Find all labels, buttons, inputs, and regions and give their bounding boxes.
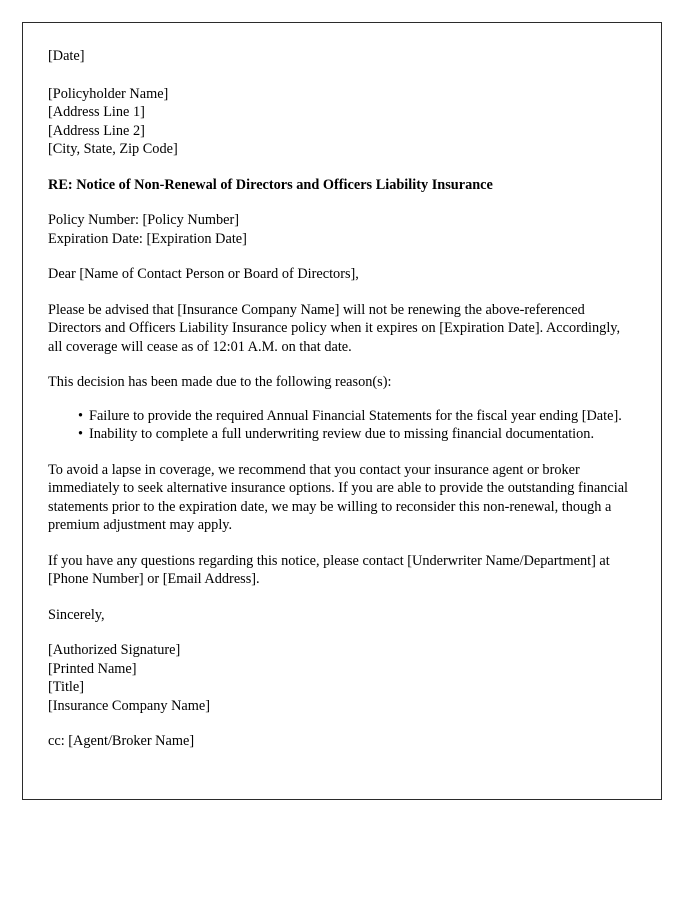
reasons-list — [48, 407, 635, 444]
bullet-icon: • — [78, 407, 84, 424]
spacer-after-reasons — [48, 444, 635, 461]
policy-details-block — [48, 211, 635, 248]
body-paragraph-1: Please be advised that [Insurance Company Name] will not be renewing the above-referenced Directors and Officers Liability Insurance policy when it expires on [Expiration Date]. Accordingly, all coverage will cease as of 12:01 A.M. on that date. — [48, 301, 621, 355]
recipient-address-line-1: [Address Line 1] — [48, 104, 145, 120]
list-item — [48, 425, 635, 444]
letter-page — [22, 22, 662, 800]
recipient-city-state-zip: [City, State, Zip Code] — [48, 141, 178, 157]
spacer-after-paragraph-2 — [48, 535, 635, 552]
signature-block — [48, 641, 635, 715]
recipient-address-block — [48, 85, 635, 159]
expiration-date-line: Expiration Date: [Expiration Date] — [48, 230, 247, 247]
signer-title: [Title] — [48, 679, 85, 695]
body-paragraph-2: To avoid a lapse in coverage, we recommend that you contact your insurance agent or broker immediately to seek alternative insurance options. If you are able to provide the outstanding financial statements prior to the expiration date, we may be willing to reconsider this non-renewal, though a premium adjustment may apply. — [48, 461, 629, 533]
valediction: Sincerely, — [48, 606, 105, 623]
body-paragraph-3: If you have any questions regarding this notice, please contact [Underwriter Name/Department] at [Phone Number] or [Email Address]. — [48, 552, 610, 587]
spacer-before-reasons — [48, 392, 635, 407]
date-placeholder: [Date] — [48, 48, 85, 64]
spacer-after-paragraph-1 — [48, 356, 635, 373]
recipient-address-line-2: [Address Line 2] — [48, 122, 145, 139]
printed-name: [Printed Name] — [48, 660, 137, 677]
date-block — [48, 47, 635, 66]
spacer-after-address — [48, 159, 635, 176]
spacer-after-date — [48, 66, 635, 85]
spacer-after-paragraph-3 — [48, 589, 635, 606]
reason-text: Inability to complete a full underwriting review due to missing financial documentation. — [89, 426, 595, 442]
spacer-before-cc — [48, 715, 635, 732]
letter-content — [23, 23, 661, 751]
subject-line: RE: Notice of Non-Renewal of Directors and Officers Liability Insurance — [48, 176, 493, 193]
reason-text: Failure to provide the required Annual Financial Statements for the fiscal year ending [Date]. — [89, 407, 622, 424]
spacer-after-salutation — [48, 284, 635, 301]
bullet-icon: • — [78, 426, 84, 442]
list-item — [48, 407, 635, 426]
reasons-intro: This decision has been made due to the following reason(s): — [48, 374, 392, 390]
recipient-name: [Policyholder Name] — [48, 85, 169, 102]
spacer-after-policy-details — [48, 248, 635, 265]
cc-line: cc: [Agent/Broker Name] — [48, 733, 195, 749]
spacer-after-subject — [48, 194, 635, 211]
policy-number-line: Policy Number: [Policy Number] — [48, 212, 239, 228]
salutation: Dear [Name of Contact Person or Board of Directors], — [48, 266, 359, 282]
spacer-after-valediction — [48, 624, 635, 641]
company-name: [Insurance Company Name] — [48, 697, 210, 714]
authorized-signature: [Authorized Signature] — [48, 642, 181, 658]
